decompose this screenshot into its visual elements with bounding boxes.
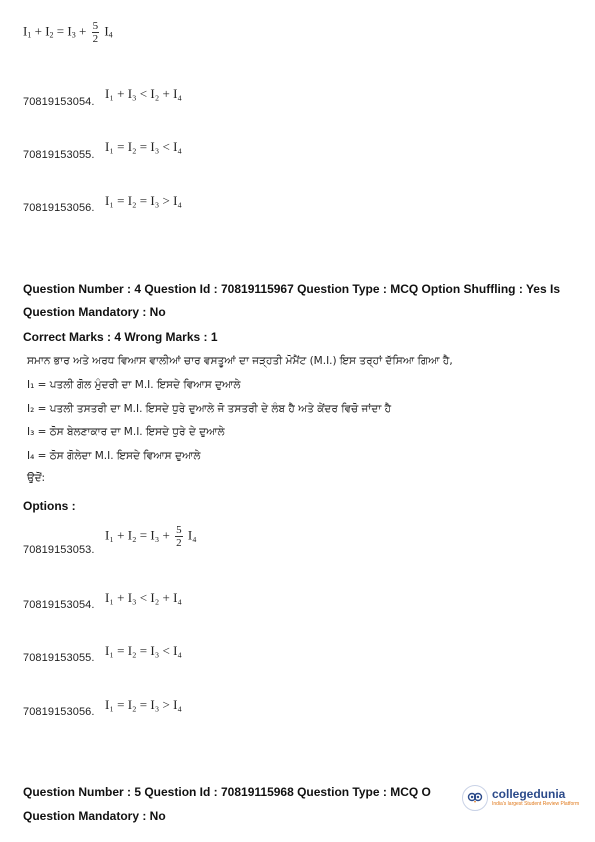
fraction-denominator: 2 [176, 537, 182, 549]
formula-tail: I₄ [187, 527, 197, 543]
term: I [104, 23, 109, 39]
option-id: 70819153056. [23, 202, 95, 214]
options-label: Options : [23, 499, 76, 513]
formula-text: I₁ + I₂ = I₃ + [105, 527, 170, 543]
question-body-line: I₄ = ਠੋਸ ਗੋਲੇਦਾ M.I. ਇਸਦੇ ਵਿਆਸ ਦੁਆਲੇ [27, 450, 201, 462]
option-formula: I₁ + I₃ < I₂ + I₄ [105, 86, 182, 101]
question-body-line: I₃ = ਠੋਸ ਬੇਲਣਾਕਾਰ ਦਾ M.I. ਇਸਦੇ ਧੁਰੇ ਦੇ ਦੁਆਲੇ [27, 426, 225, 438]
option-id: 70819153055. [23, 149, 95, 161]
logo-name: collegedunia [492, 787, 566, 801]
fraction [92, 20, 100, 45]
top-formula [23, 20, 113, 45]
question-mandatory: Question Mandatory : No [23, 809, 166, 823]
question-header: Question Number : 5 Question Id : 70819115968 Question Type : MCQ O [23, 785, 431, 799]
fraction-numerator: 5 [92, 20, 99, 32]
option-id: 70819153054. [23, 96, 95, 108]
question-header: Question Number : 4 Question Id : 70819115967 Question Type : MCQ Option Shuffling : Yes Is [23, 282, 560, 296]
subscript: 4 [108, 30, 113, 40]
option-formula: I₁ + I₃ < I₂ + I₄ [105, 590, 182, 605]
option-formula: I₁ = I₂ = I₃ > I₄ [105, 193, 182, 208]
subscript: 3 [71, 30, 76, 40]
operator: + [78, 23, 87, 39]
option-id: 70819153056. [23, 706, 95, 718]
term: I [67, 23, 72, 39]
collegedunia-logo [462, 781, 580, 815]
question-mandatory: Question Mandatory : No [23, 305, 166, 319]
question-body-line: I₁ = ਪਤਲੀ ਗੋਲ ਮੁੰਦਰੀ ਦਾ M.I. ਇਸਦੇ ਵਿਆਸ ਦੁਆਲੇ [27, 379, 241, 391]
term: I [45, 23, 50, 39]
question-body-line: ਉਦੋਂ: [27, 472, 46, 484]
question-body-line: ਸਮਾਨ ਭਾਰ ਅਤੇ ਅਰਧ ਵਿਆਸ ਵਾਲੀਆਂ ਚਾਰ ਵਸਤੂਆਂ ਦਾ ਜੜ੍ਹਤੀ ਮੋਮੈਂਟ (M.I.) ਇਸ ਤਰ੍ਹਾਂ ਦੱਸਿਆ ਗਿਆ ਹੈ, [27, 355, 453, 367]
option-formula: I₁ = I₂ = I₃ > I₄ [105, 697, 182, 712]
fraction-denominator: 2 [92, 33, 99, 45]
term: I [23, 23, 28, 39]
owl-icon [462, 785, 488, 811]
option-id: 70819153055. [23, 652, 95, 664]
option-id: 70819153054. [23, 599, 95, 611]
logo-tagline: India's largest Student Review Platform [492, 801, 580, 807]
option-id: 70819153053. [23, 544, 95, 556]
option-formula: I₁ = I₂ = I₃ < I₄ [105, 643, 182, 658]
question-marks: Correct Marks : 4 Wrong Marks : 1 [23, 330, 218, 344]
question-body-line: I₂ = ਪਤਲੀ ਤਸਤਰੀ ਦਾ M.I. ਇਸਦੇ ਧੁਰੇ ਦੁਆਲੇ ਜੋ ਤਸਤਰੀ ਦੇ ਲੰਬ ਹੈ ਅਤੇ ਕੇਂਦਰ ਵਿਚੋ ਜਾਂਦਾ ਹੈ [27, 403, 392, 415]
fraction [175, 524, 183, 549]
operator: + [34, 23, 42, 39]
subscript: 1 [27, 30, 32, 40]
subscript: 2 [49, 30, 54, 40]
option-formula [105, 524, 197, 549]
fraction-numerator: 5 [176, 524, 182, 536]
option-formula: I₁ = I₂ = I₃ < I₄ [105, 139, 182, 154]
operator: = [56, 23, 65, 39]
